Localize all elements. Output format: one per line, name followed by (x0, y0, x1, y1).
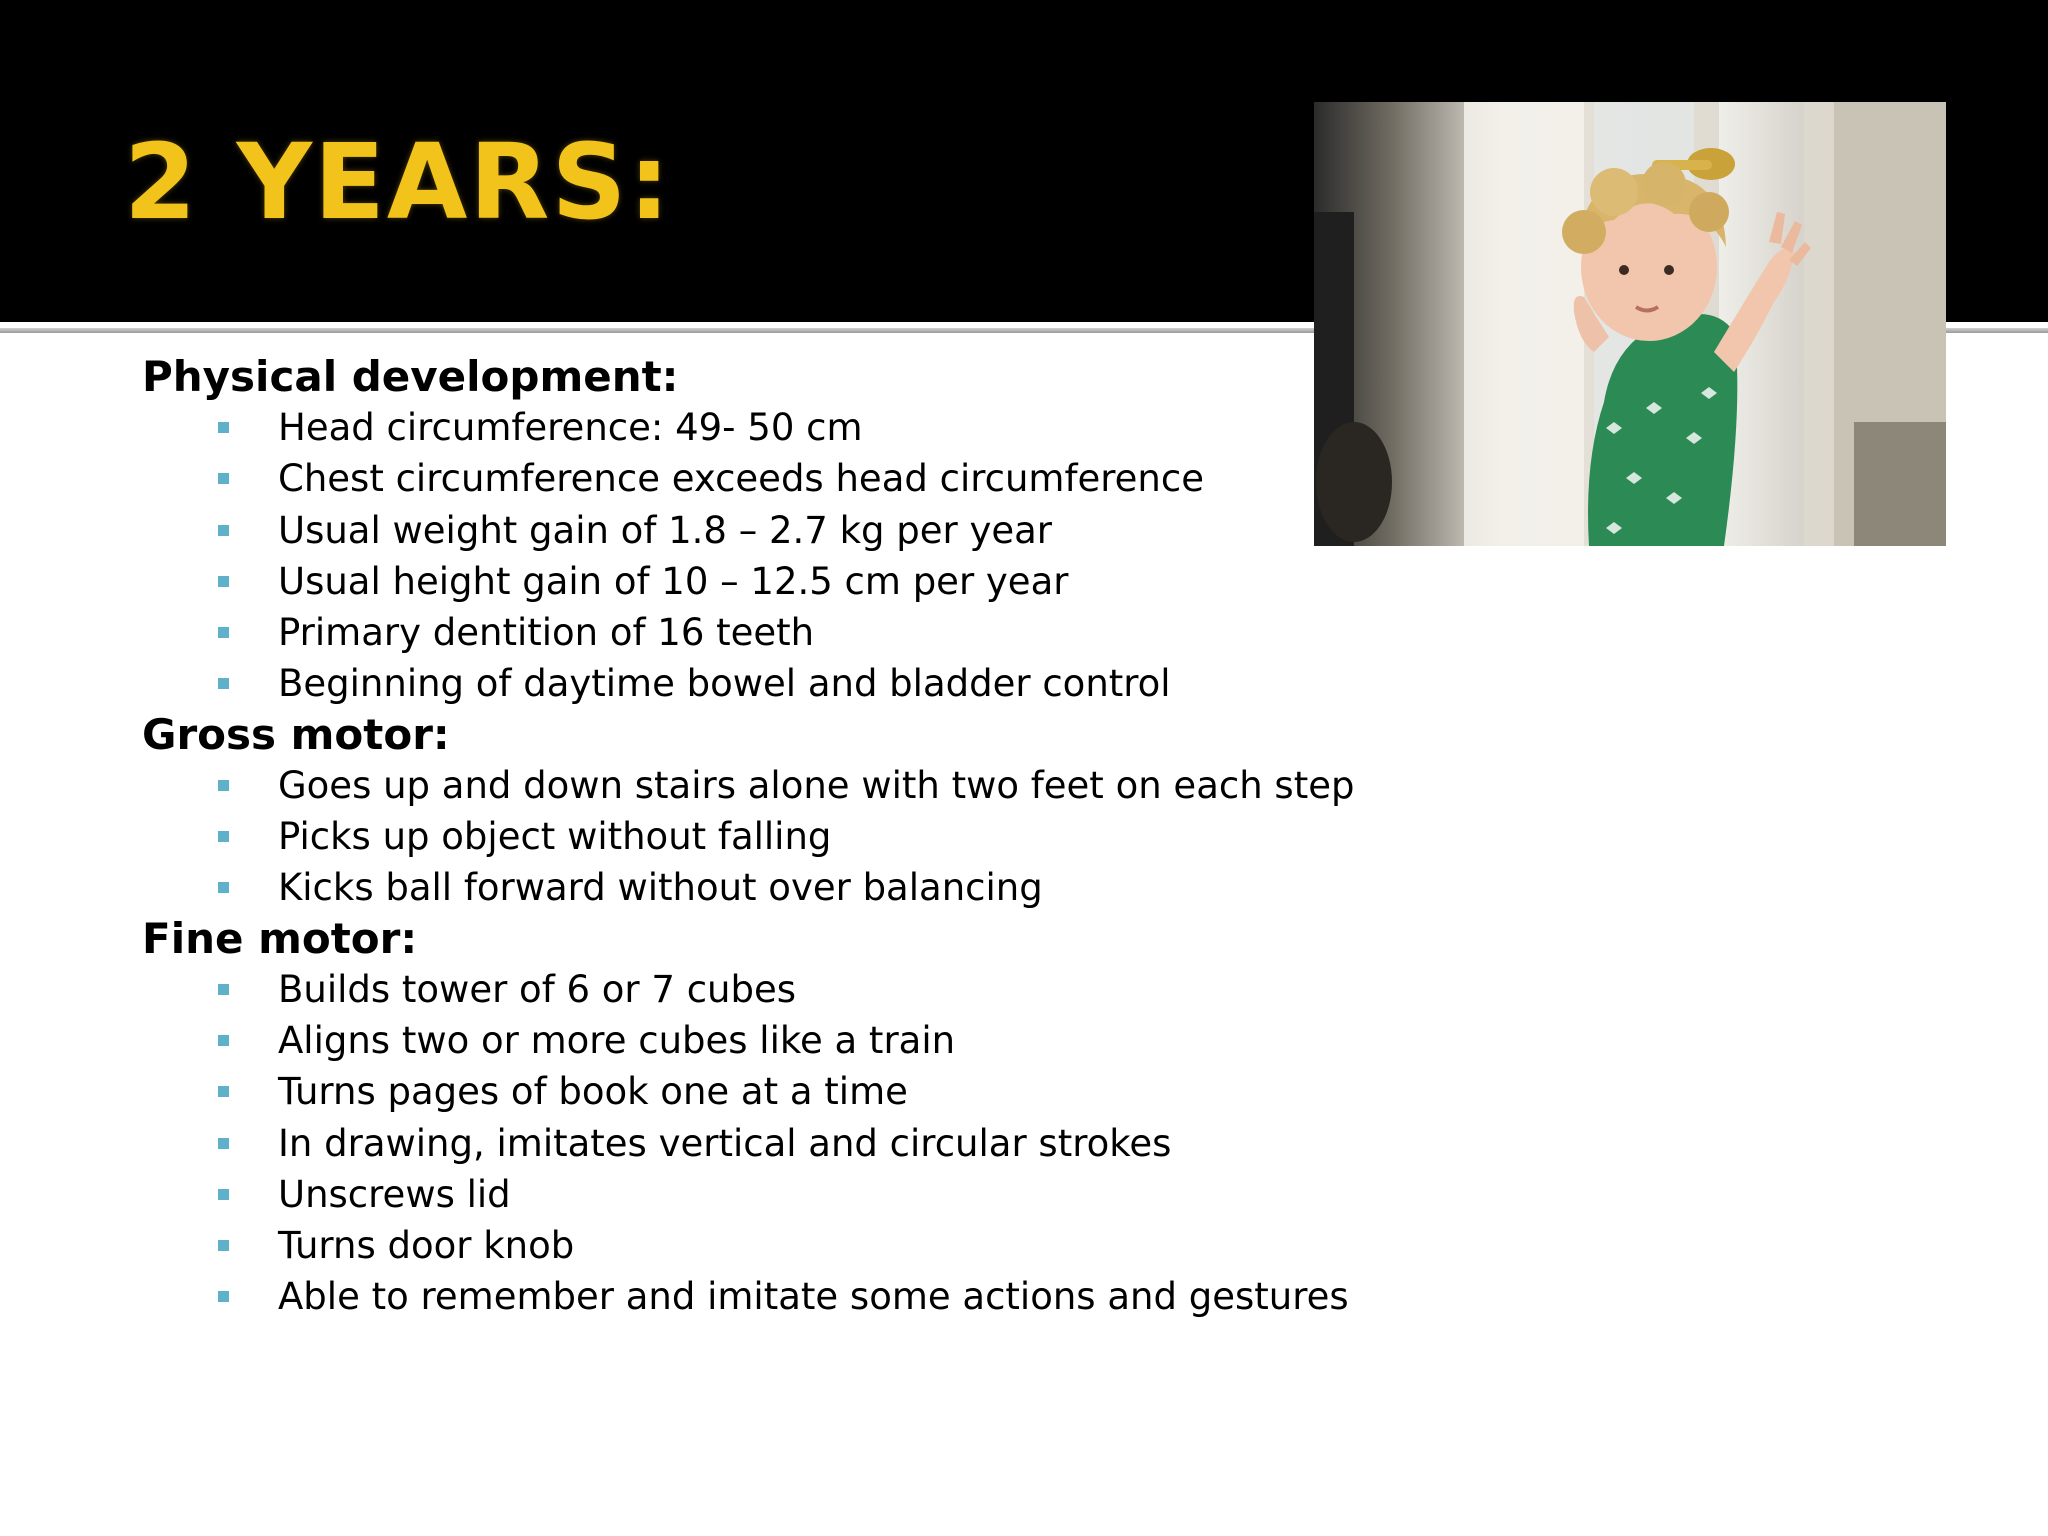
list-item (218, 760, 1355, 811)
list-item (218, 1220, 1342, 1271)
square-bullet-icon (218, 1240, 229, 1251)
square-bullet-icon (218, 780, 229, 791)
list-item-text: Builds tower of 6 or 7 cubes (278, 967, 797, 1011)
list-item (218, 453, 1342, 504)
list-item-text: Unscrews lid (278, 1172, 511, 1216)
square-bullet-icon (218, 1035, 229, 1046)
square-bullet-icon (218, 882, 229, 893)
list-item-text: Goes up and down stairs alone with two feet on each step (278, 763, 1355, 807)
bullet-list (142, 964, 1349, 1323)
list-item-text: Aligns two or more cubes like a train (278, 1018, 956, 1062)
bullet-list (142, 402, 1342, 710)
square-bullet-icon (218, 422, 229, 433)
section-heading: Fine motor: (142, 913, 418, 963)
list-item-text: Able to remember and imitate some actions and gestures (278, 1275, 1349, 1319)
list-item (218, 964, 1342, 1015)
list-item (218, 1066, 1342, 1117)
list-item-text: Kicks ball forward without over balancing (278, 866, 1043, 910)
list-item-text: Chest circumference exceeds head circumference (278, 457, 1204, 501)
list-item-text: Turns door knob (278, 1224, 575, 1268)
toddler-photo (1314, 102, 1946, 546)
list-item-text: Beginning of daytime bowel and bladder control (278, 662, 1171, 706)
slide-content (142, 352, 1355, 1323)
square-bullet-icon (218, 1086, 229, 1097)
list-item (218, 811, 1342, 862)
list-item (218, 1271, 1349, 1322)
section-heading: Physical development: (142, 352, 679, 401)
list-item-text: Turns pages of book one at a time (278, 1070, 908, 1114)
square-bullet-icon (218, 831, 229, 842)
list-item (218, 1169, 1342, 1220)
bullet-list (142, 760, 1355, 914)
list-item-text: Picks up object without falling (278, 815, 832, 859)
square-bullet-icon (218, 525, 229, 536)
section-fine-motor (142, 913, 1349, 1323)
list-item (218, 505, 1342, 556)
square-bullet-icon (218, 678, 229, 689)
list-item (218, 658, 1342, 709)
slide-title: 2 YEARS: (124, 121, 672, 243)
list-item (218, 862, 1342, 913)
square-bullet-icon (218, 1291, 229, 1302)
square-bullet-icon (218, 984, 229, 995)
square-bullet-icon (218, 473, 229, 484)
square-bullet-icon (218, 627, 229, 638)
list-item-text: In drawing, imitates vertical and circular strokes (278, 1121, 1172, 1165)
section-heading: Gross motor: (142, 709, 450, 759)
list-item-text: Primary dentition of 16 teeth (278, 611, 815, 655)
list-item-text: Head circumference: 49- 50 cm (278, 406, 863, 449)
list-item-text: Usual height gain of 10 – 12.5 cm per year (278, 559, 1069, 603)
square-bullet-icon (218, 576, 229, 587)
square-bullet-icon (218, 1138, 229, 1149)
list-item (218, 1015, 1342, 1066)
list-item (218, 556, 1342, 607)
list-item (218, 1118, 1342, 1169)
square-bullet-icon (218, 1189, 229, 1200)
list-item-text: Usual weight gain of 1.8 – 2.7 kg per year (278, 508, 1053, 552)
section-physical-development (142, 352, 1342, 710)
list-item (218, 607, 1342, 658)
section-gross-motor (142, 709, 1355, 914)
list-item (218, 402, 1342, 453)
